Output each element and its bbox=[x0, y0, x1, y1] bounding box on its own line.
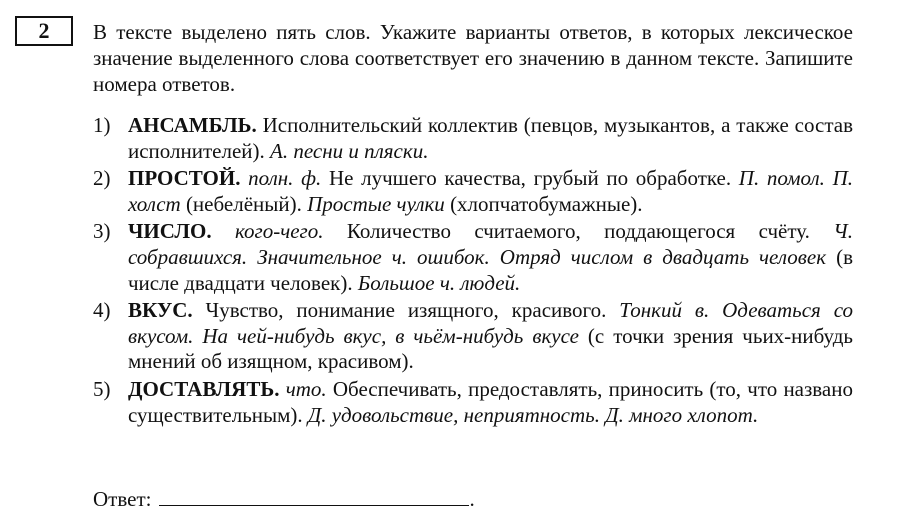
option-number: 1) bbox=[93, 113, 111, 137]
answer-field[interactable] bbox=[159, 487, 469, 506]
task-number-box bbox=[15, 16, 73, 46]
option-word: АНСАМБЛЬ. bbox=[128, 113, 257, 137]
option-number: 2) bbox=[93, 166, 111, 191]
option-example: Ч. собравшихся. Значительное ч. ошибок. Отряд числом в двадцать человек bbox=[128, 219, 853, 269]
option-word: ПРОСТОЙ. bbox=[128, 166, 241, 191]
option-5 bbox=[93, 377, 853, 428]
option-definition: Количество считаемого, поддающегося счёту. bbox=[323, 219, 810, 244]
answer-options bbox=[93, 113, 853, 430]
answer-row bbox=[93, 486, 475, 512]
option-number: 5) bbox=[93, 376, 111, 401]
answer-label: Ответ: bbox=[93, 487, 152, 511]
option-word: ДОСТАВЛЯТЬ. bbox=[128, 376, 280, 401]
option-grammar: полн. ф. bbox=[240, 166, 322, 191]
option-grammar: что. bbox=[279, 376, 327, 401]
option-grammar: кого-чего. bbox=[211, 219, 324, 244]
option-2 bbox=[93, 166, 853, 217]
option-example-2: Простые чулки bbox=[301, 191, 445, 216]
option-4 bbox=[93, 298, 853, 375]
task-instruction: В тексте выделено пять слов. Укажите варианты ответов, в которых лексическое значение выделенного слова соответствует его значению в данном тексте. Запишите номера ответов. bbox=[93, 20, 853, 96]
option-definition: Чувство, понимание изящного, красивого. bbox=[192, 298, 607, 323]
option-word: ВКУС. bbox=[128, 298, 193, 323]
option-example: П. помол. П. холст bbox=[128, 166, 853, 216]
option-definition: Не лучшего качества, грубый по обработке. bbox=[321, 166, 732, 191]
option-example: Д. удовольствие, неприятность. Д. много хлопот. bbox=[302, 402, 759, 427]
answer-end: . bbox=[469, 487, 475, 511]
option-note: (небелёный). bbox=[180, 191, 302, 216]
option-example: А. песни и пляски. bbox=[264, 138, 429, 163]
option-definition: Обеспечивать, предоставлять, приносить (то, что названо существительным). bbox=[128, 376, 853, 427]
option-word: ЧИСЛО. bbox=[128, 219, 212, 244]
option-1 bbox=[93, 113, 853, 164]
option-note: (с точки зрения чьих-нибудь мнений об изящном, красивом). bbox=[128, 323, 853, 374]
option-note-2: (хлопчатобумажные). bbox=[444, 191, 643, 216]
option-3 bbox=[93, 219, 853, 296]
option-example: Тонкий в. Одеваться со вкусом. На чей-нибудь вкус, в чьём-нибудь вкусе bbox=[128, 298, 853, 348]
task-number: 2 bbox=[38, 18, 50, 43]
option-note: (в числе двадцати человек). bbox=[128, 244, 853, 295]
option-definition: Исполнительский коллектив (певцов, музыкантов, а также состав исполнителей). bbox=[128, 113, 853, 163]
option-number: 4) bbox=[93, 298, 111, 323]
option-example-2: Большое ч. людей. bbox=[352, 270, 521, 295]
option-number: 3) bbox=[93, 219, 111, 244]
